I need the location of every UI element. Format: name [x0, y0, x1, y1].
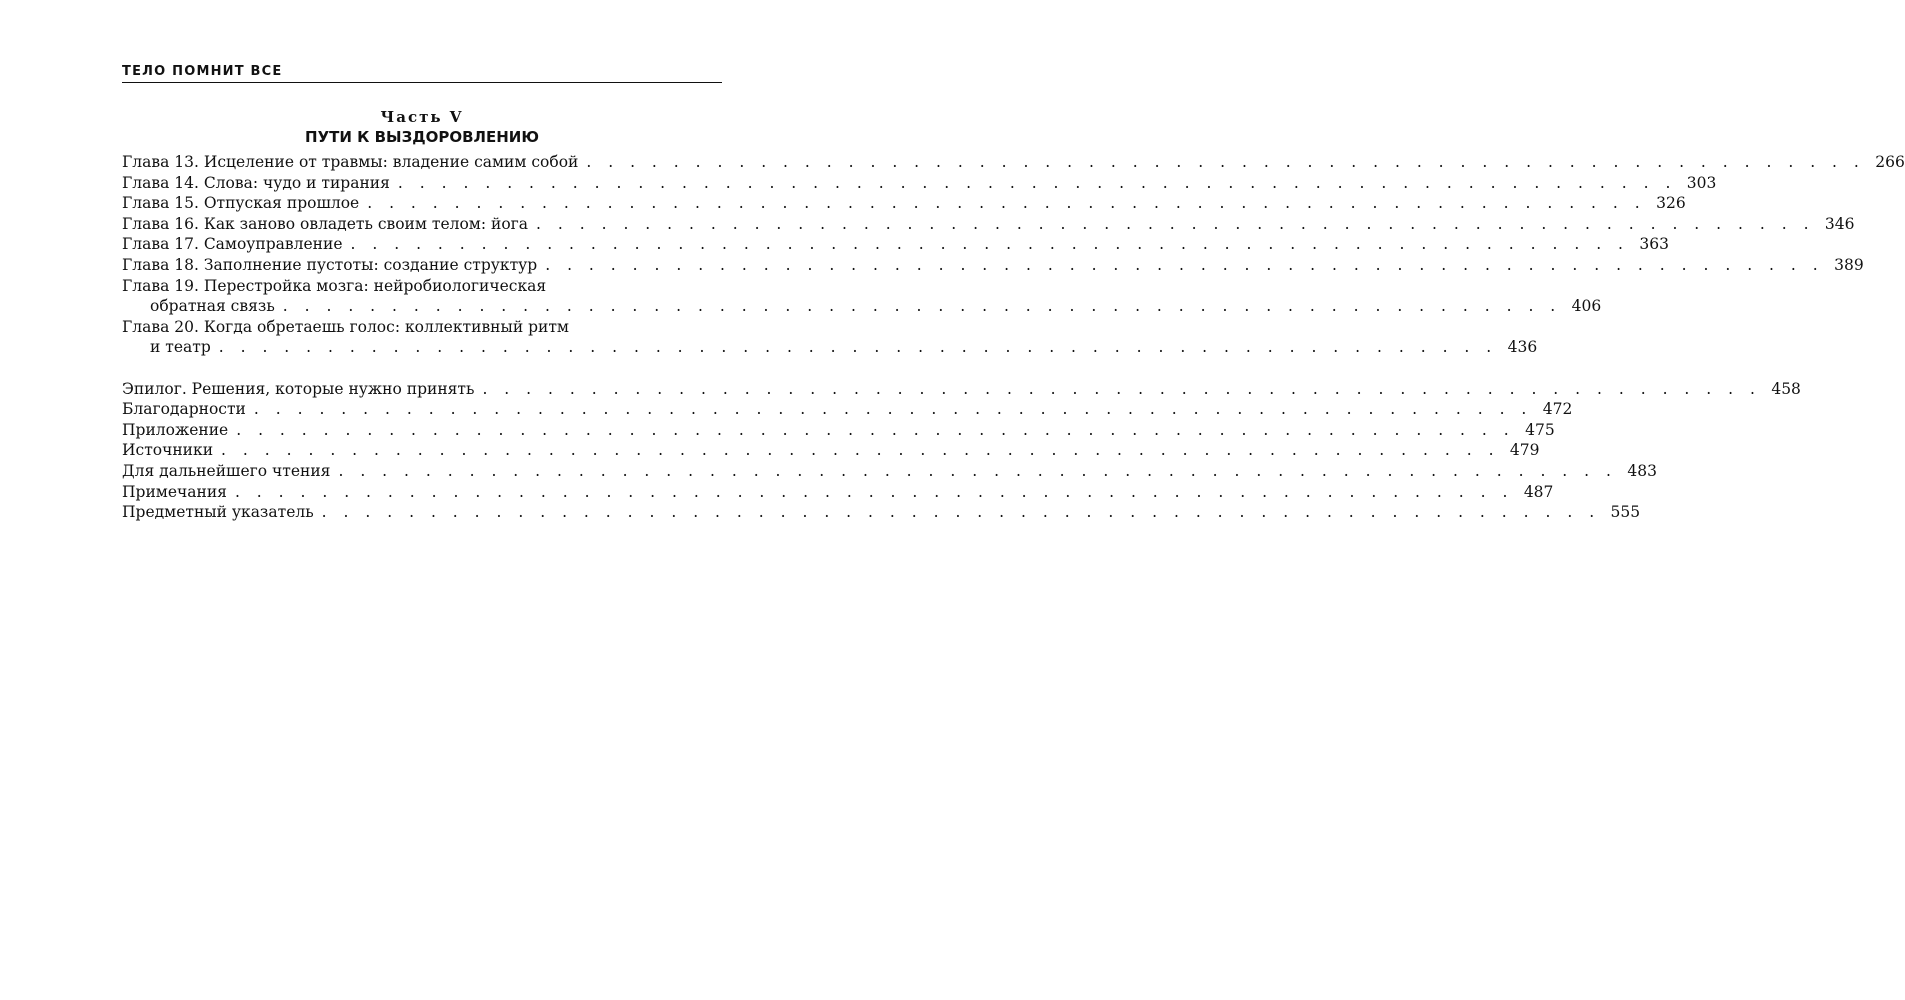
dot-leader: . . . . . . . . . . . . . . . . . . . . . . . . . . . . . . . . . . . . . . . . . . . . . . . . . . . . . . . . . . .: [397, 173, 1677, 192]
toc-entry-title: Глава 20. Когда обретаешь голос: коллективный ритм: [122, 317, 569, 336]
toc-page-number: 326: [1656, 194, 1686, 213]
toc-entry-chapter-17[interactable]: [122, 234, 1669, 255]
toc-entry-title: Глава 18. Заполнение пустоты: создание структур: [122, 255, 538, 274]
header-rule: [122, 82, 722, 83]
toc-entry-sources[interactable]: [122, 440, 1540, 461]
dot-leader: . . . . . . . . . . . . . . . . . . . . . . . . . . . . . . . . . . . . . . . . . . . . . . . . . . . . . . . . . . .: [218, 338, 1498, 357]
toc-entry-title: Глава 17. Самоуправление: [122, 235, 343, 254]
toc-page-number: 475: [1525, 420, 1555, 439]
toc-entry-chapter-15[interactable]: [122, 193, 1686, 214]
part-title: ПУТИ К ВЫЗДОРОВЛЕНИЮ: [305, 128, 539, 146]
toc-page-number: 436: [1507, 338, 1538, 357]
dot-leader: . . . . . . . . . . . . . . . . . . . . . . . . . . . . . . . . . . . . . . . . . . . . . . . . . . . . . . . . . . .: [367, 194, 1646, 213]
toc-entry-title: Глава 13. Исцеление от травмы: владение самим собой: [122, 153, 579, 171]
toc-page-number: 389: [1834, 255, 1864, 274]
toc-page-number: 406: [1571, 297, 1602, 316]
toc-page-number: 266: [1875, 153, 1905, 171]
dot-leader: . . . . . . . . . . . . . . . . . . . . . . . . . . . . . . . . . . . . . . . . . . . . . . . . . . . . . . . . . . .: [536, 214, 1815, 233]
toc-entry-chapter-20[interactable]: [122, 317, 722, 338]
toc-page-number: 303: [1686, 173, 1717, 192]
toc-entry-title: Глава 14. Слова: чудо и тирания: [122, 173, 390, 192]
table-of-contents: [122, 152, 1905, 523]
toc-page-number: 472: [1542, 400, 1573, 419]
dot-leader: . . . . . . . . . . . . . . . . . . . . . . . . . . . . . . . . . . . . . . . . . . . . . . . . . . . . . . . . . . .: [350, 235, 1629, 254]
toc-page-number: 483: [1627, 461, 1657, 480]
dot-leader: . . . . . . . . . . . . . . . . . . . . . . . . . . . . . . . . . . . . . . . . . . . . . . . . . . . . . . . . . . .: [338, 461, 1617, 480]
dot-leader: . . . . . . . . . . . . . . . . . . . . . . . . . . . . . . . . . . . . . . . . . . . . . . . . . . . . . . . . . . .: [221, 441, 1500, 460]
toc-entry-title: Примечания: [122, 482, 227, 501]
toc-page-number: 487: [1523, 482, 1554, 501]
toc-entry-chapter-14[interactable]: [122, 173, 1717, 194]
toc-page-number: 346: [1824, 214, 1855, 233]
dot-leader: . . . . . . . . . . . . . . . . . . . . . . . . . . . . . . . . . . . . . . . . . . . . . . . . . . . . . . . . . . .: [234, 482, 1514, 501]
toc-entry-notes[interactable]: [122, 482, 1554, 503]
toc-entry-title: Эпилог. Решения, которые нужно принять: [122, 379, 475, 398]
toc-entry-chapter-19[interactable]: [122, 276, 722, 297]
toc-page-number: 363: [1639, 235, 1669, 254]
dot-leader: . . . . . . . . . . . . . . . . . . . . . . . . . . . . . . . . . . . . . . . . . . . . . . . . . . . . . . . . . . .: [482, 379, 1761, 398]
toc-entry-title: Для дальнейшего чтения: [122, 461, 331, 480]
toc-entry-title: Глава 19. Перестройка мозга: нейробиологическая: [122, 276, 547, 295]
running-head: ТЕЛО ПОМНИТ ВСЕ: [122, 64, 283, 79]
part-label: Часть V: [380, 108, 464, 126]
toc-entry-epilogue[interactable]: [122, 379, 1801, 400]
toc-entry-subject-index[interactable]: [122, 502, 1641, 523]
toc-entry-appendix[interactable]: [122, 420, 1555, 441]
toc-page-number: 555: [1610, 503, 1641, 522]
toc-entry-chapter-19-continued[interactable]: [122, 296, 1602, 317]
dot-leader: . . . . . . . . . . . . . . . . . . . . . . . . . . . . . . . . . . . . . . . . . . . . . . . . . . . . . . . . . . .: [586, 153, 1865, 171]
dot-leader: . . . . . . . . . . . . . . . . . . . . . . . . . . . . . . . . . . . . . . . . . . . . . . . . . . . . . . . . . . .: [282, 297, 1562, 316]
toc-entry-further-reading[interactable]: [122, 461, 1657, 482]
dot-leader: . . . . . . . . . . . . . . . . . . . . . . . . . . . . . . . . . . . . . . . . . . . . . . . . . . . . . . . . . . .: [321, 503, 1601, 522]
toc-entry-chapter-18[interactable]: [122, 255, 1864, 276]
toc-entry-chapter-13[interactable]: [122, 152, 1905, 173]
dot-leader: . . . . . . . . . . . . . . . . . . . . . . . . . . . . . . . . . . . . . . . . . . . . . . . . . . . . . . . . . . .: [253, 400, 1533, 419]
toc-entry-title-continued: обратная связь: [150, 297, 275, 316]
toc-entry-chapter-16[interactable]: [122, 214, 1855, 235]
toc-entry-title-continued: и театр: [150, 338, 211, 357]
toc-entry-acknowledgements[interactable]: [122, 399, 1573, 420]
toc-page-number: 479: [1509, 441, 1540, 460]
toc-entry-title: Источники: [122, 441, 214, 460]
toc-entry-title: Благодарности: [122, 400, 246, 419]
dot-leader: . . . . . . . . . . . . . . . . . . . . . . . . . . . . . . . . . . . . . . . . . . . . . . . . . . . . . . . . . . .: [236, 420, 1515, 439]
section-spacer: [122, 358, 722, 379]
toc-entry-title: Глава 15. Отпуская прошлое: [122, 194, 360, 213]
toc-page-number: 458: [1771, 379, 1801, 398]
toc-entry-title: Глава 16. Как заново овладеть своим телом: йога: [122, 214, 529, 233]
toc-entry-title: Предметный указатель: [122, 503, 314, 522]
toc-entry-chapter-20-continued[interactable]: [122, 337, 1538, 358]
dot-leader: . . . . . . . . . . . . . . . . . . . . . . . . . . . . . . . . . . . . . . . . . . . . . . . . . . . . . . . . . . .: [545, 255, 1824, 274]
toc-entry-title: Приложение: [122, 420, 229, 439]
